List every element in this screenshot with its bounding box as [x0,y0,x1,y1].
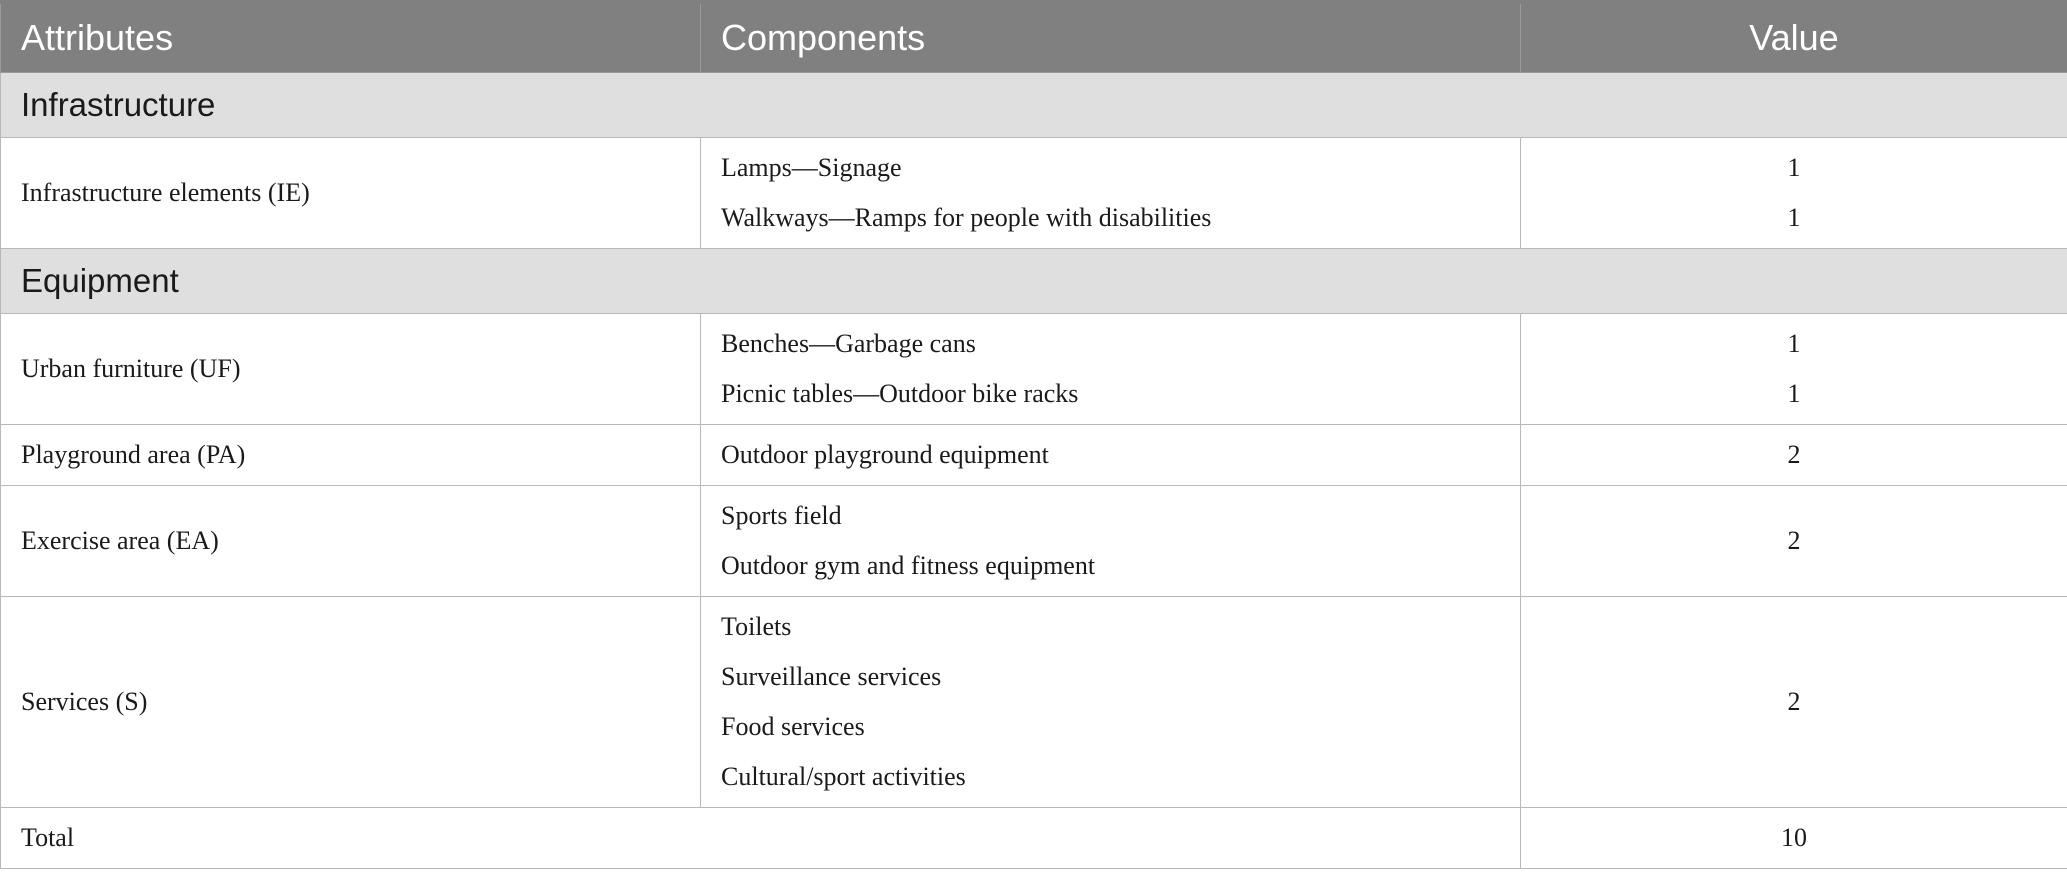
section-row-infrastructure [1,73,2067,138]
components-cell: Outdoor playground equipment [701,425,1521,486]
attribute-cell: Playground area (PA) [1,425,701,486]
component-item: Benches—Garbage cans [721,329,976,358]
component-item: Walkways—Ramps for people with disabilities [721,203,1212,232]
component-item: Food services [721,712,865,741]
value-cell: 2 [1521,486,2067,597]
table-row [1,425,2067,486]
table-row [1,314,2067,425]
total-label: Total [1,808,1521,869]
components-cell [701,486,1521,597]
header-value: Value [1521,2,2067,73]
value-item: 1 [1787,153,1801,182]
header-attributes: Attributes [1,2,701,73]
component-item: Surveillance services [721,662,942,691]
component-item: Outdoor gym and fitness equipment [721,551,1096,580]
total-value: 10 [1521,808,2067,869]
value-cell: 2 [1521,425,2067,486]
value-cell [1521,314,2067,425]
attribute-cell: Exercise area (EA) [1,486,701,597]
value-cell [1521,138,2067,249]
components-cell [701,314,1521,425]
total-row [1,808,2067,869]
value-item: 1 [1787,203,1801,232]
components-cell [701,138,1521,249]
value-cell: 2 [1521,597,2067,808]
component-item: Toilets [721,612,792,641]
component-item: Sports field [721,501,842,530]
section-title: Equipment [1,249,2067,314]
table-row [1,138,2067,249]
attribute-cell: Services (S) [1,597,701,808]
section-row-equipment [1,249,2067,314]
component-item: Cultural/sport activities [721,762,966,791]
attribute-cell: Urban furniture (UF) [1,314,701,425]
header-row [1,2,2067,73]
table-row [1,486,2067,597]
attribute-cell: Infrastructure elements (IE) [1,138,701,249]
value-item: 1 [1787,329,1801,358]
table-row [1,597,2067,808]
components-cell [701,597,1521,808]
header-components: Components [701,2,1521,73]
section-title: Infrastructure [1,73,2067,138]
value-item: 1 [1787,379,1801,408]
component-item: Picnic tables—Outdoor bike racks [721,379,1079,408]
component-item: Lamps—Signage [721,153,902,182]
